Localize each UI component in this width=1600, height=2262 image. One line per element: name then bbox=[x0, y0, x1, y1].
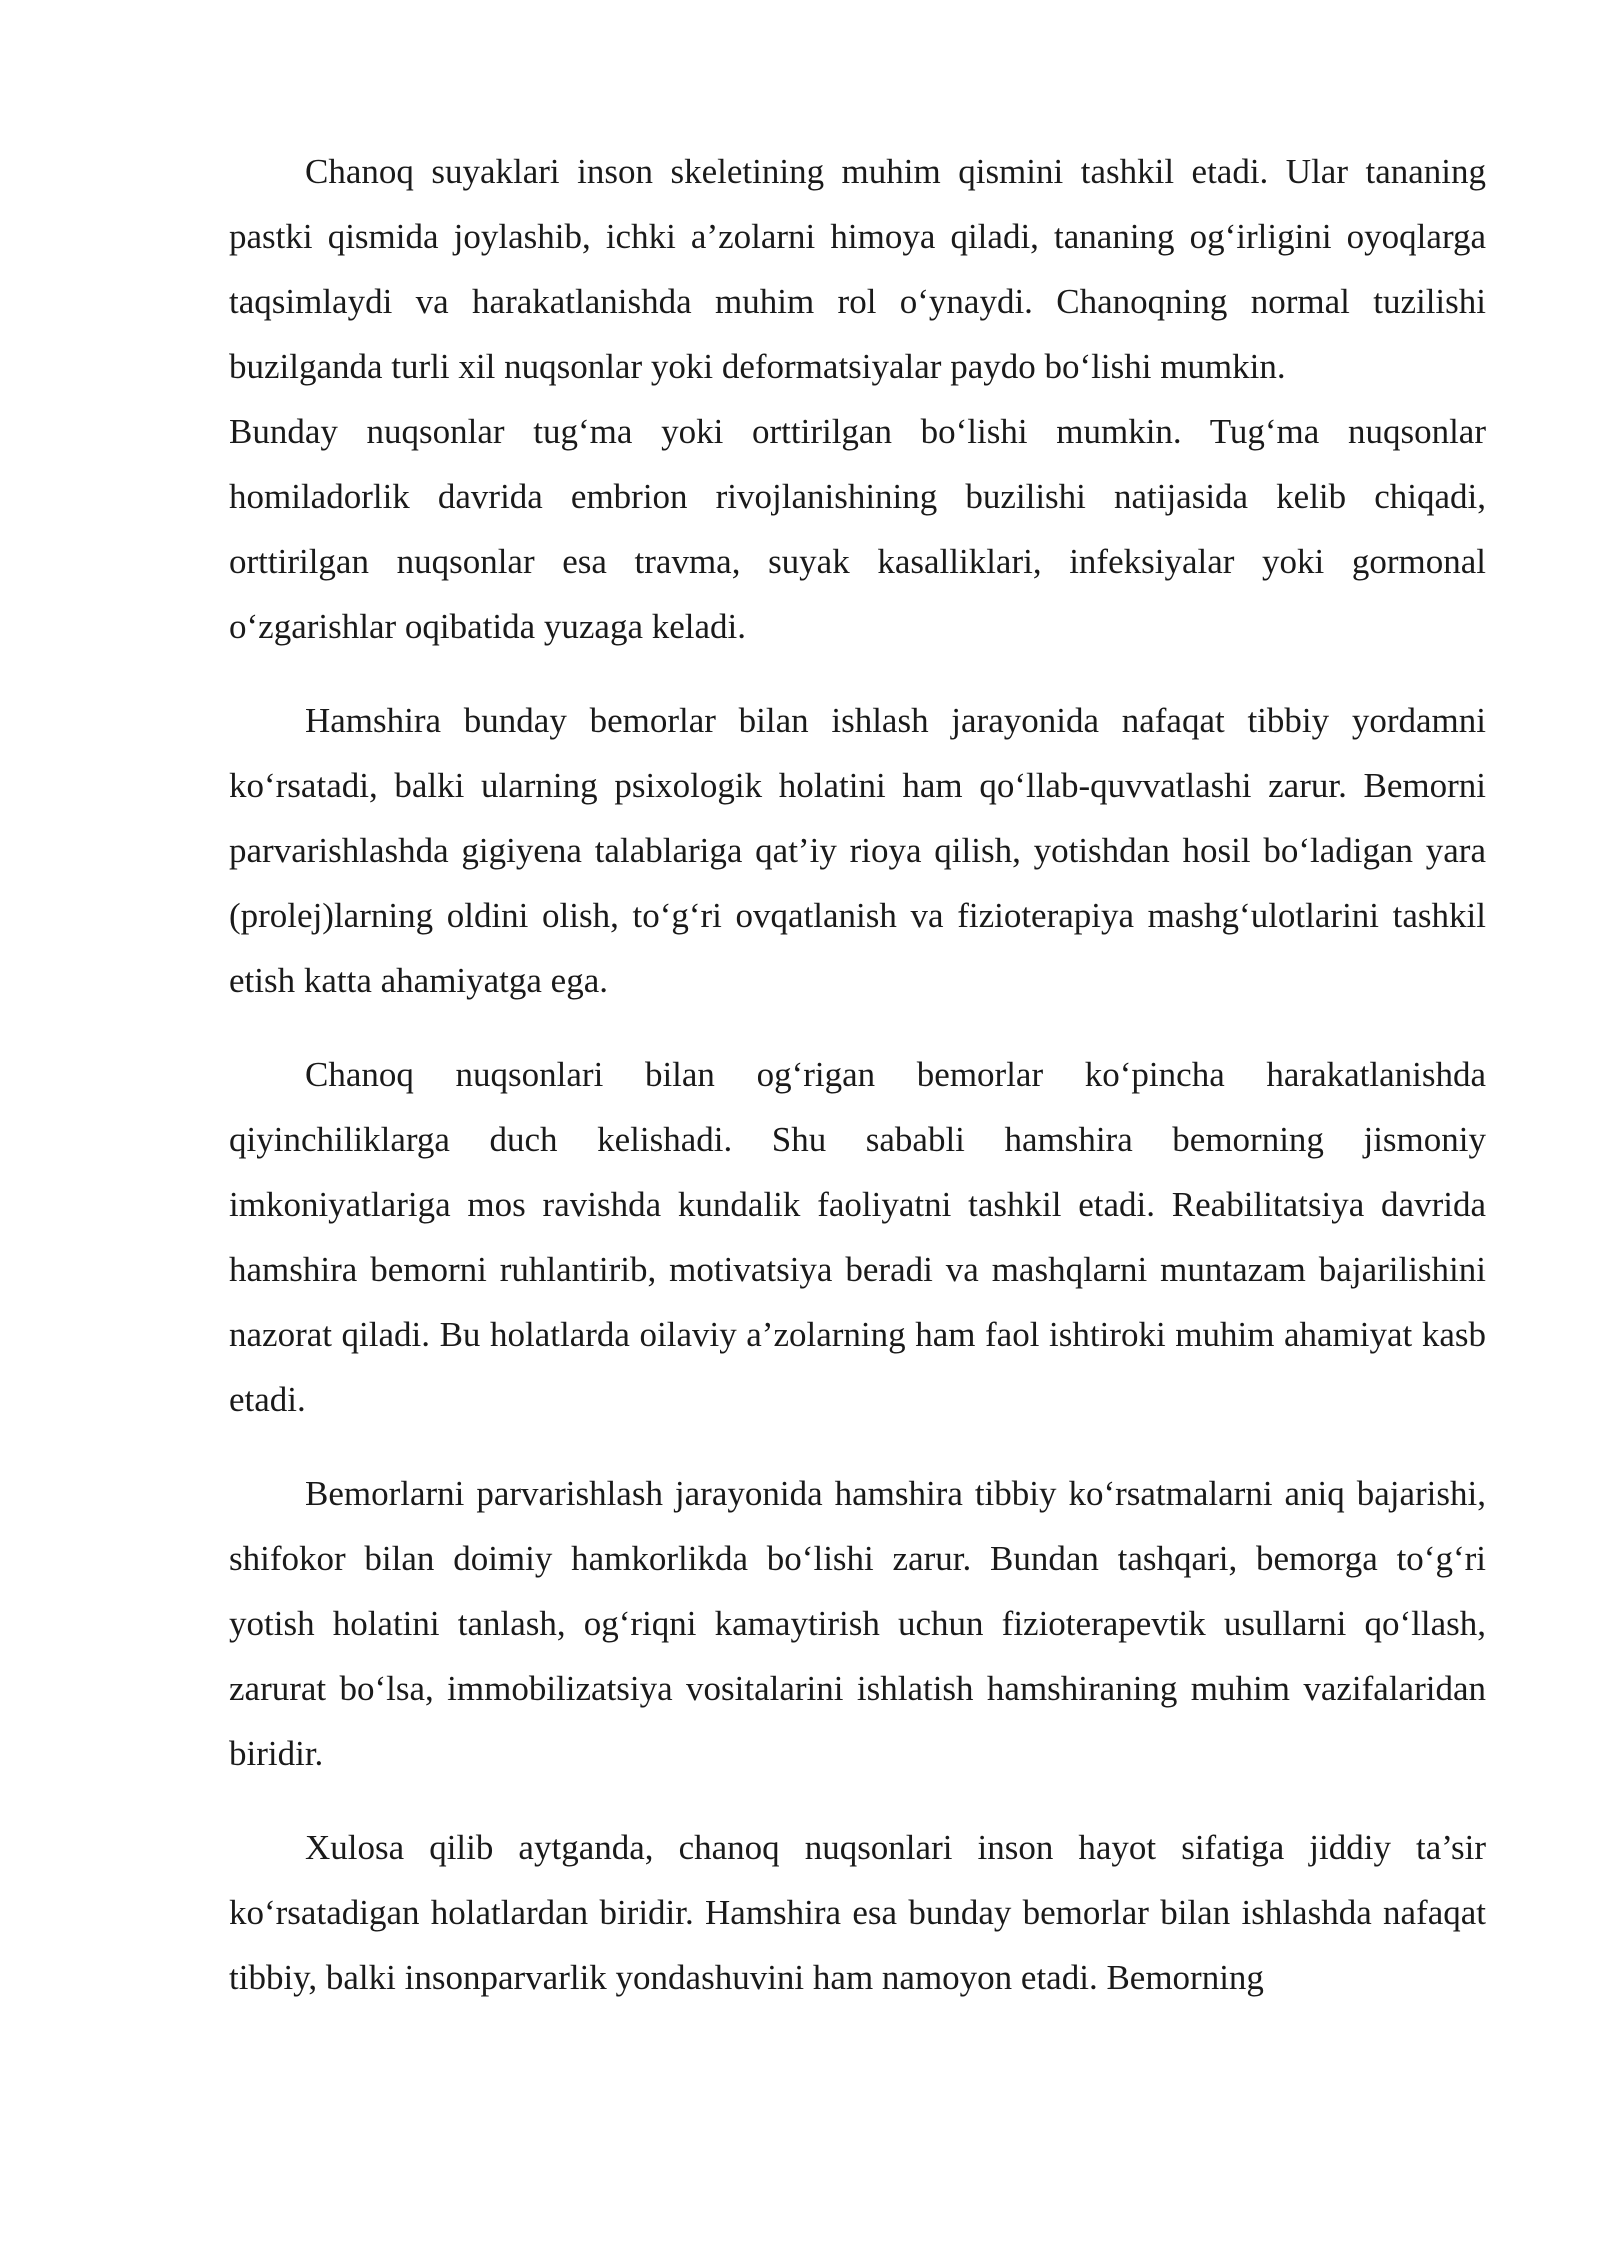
paragraph-3: Hamshira bunday bemorlar bilan ishlash jarayonida nafaqat tibbiy yordamni ko‘rsatadi, balki ularning psixologik holatini ham qo‘llab-quvvatlashi zarur. Bemorni parvarishlashda gigiyena talablariga qat’iy rioya qilish, yotishdan hosil bo‘ladigan yara (prolej)larning oldini olish, to‘g‘ri ovqatlanish va fizioterapiya mashg‘ulotlarini tashkil etish katta ahamiyatga ega. bbox=[229, 701, 1486, 1000]
paragraph-2: Bunday nuqsonlar tug‘ma yoki orttirilgan bo‘lishi mumkin. Tug‘ma nuqsonlar homiladorlik davrida embrion rivojlanishining buzilishi natijasida kelib chiqadi, orttirilgan nuqsonlar esa travma, suyak kasalliklari, infeksiyalar yoki gormonal o‘zgarishlar oqibatida yuzaga keladi. bbox=[229, 412, 1486, 646]
paragraph-5: Bemorlarni parvarishlash jarayonida hamshira tibbiy ko‘rsatmalarni aniq bajarishi, shifokor bilan doimiy hamkorlikda bo‘lishi zarur. Bundan tashqari, bemorga to‘g‘ri yotish holatini tanlash, og‘riqni kamaytirish uchun fizioterapevtik usullarni qo‘llash, zarurat bo‘lsa, immobilizatsiya vositalarini ishlatish hamshiraning muhim vazifalaridan biridir. bbox=[229, 1474, 1486, 1773]
document-body bbox=[229, 139, 1486, 2010]
paragraph-6: Xulosa qilib aytganda, chanoq nuqsonlari inson hayot sifatiga jiddiy ta’sir ko‘rsatadigan holatlardan biridir. Hamshira esa bunday bemorlar bilan ishlashda nafaqat tibbiy, balki insonparvarlik yondashuvini ham namoyon etadi. Bemorning bbox=[229, 1828, 1486, 1997]
paragraph-4: Chanoq nuqsonlari bilan og‘rigan bemorlar ko‘pincha harakatlanishda qiyinchiliklarga duch kelishadi. Shu sababli hamshira bemorning jismoniy imkoniyatlariga mos ravishda kundalik faoliyatni tashkil etadi. Reabilitatsiya davrida hamshira bemorni ruhlantirib, motivatsiya beradi va mashqlarni muntazam bajarilishini nazorat qiladi. Bu holatlarda oilaviy a’zolarning ham faol ishtiroki muhim ahamiyat kasb etadi. bbox=[229, 1055, 1486, 1419]
paragraph-1: Chanoq suyaklari inson skeletining muhim qismini tashkil etadi. Ular tananing pastki qismida joylashib, ichki a’zolarni himoya qiladi, tananing og‘irligini oyoqlarga taqsimlaydi va harakatlanishda muhim rol o‘ynaydi. Chanoqning normal tuzilishi buzilganda turli xil nuqsonlar yoki deformatsiyalar paydo bo‘lishi mumkin. bbox=[229, 152, 1486, 386]
